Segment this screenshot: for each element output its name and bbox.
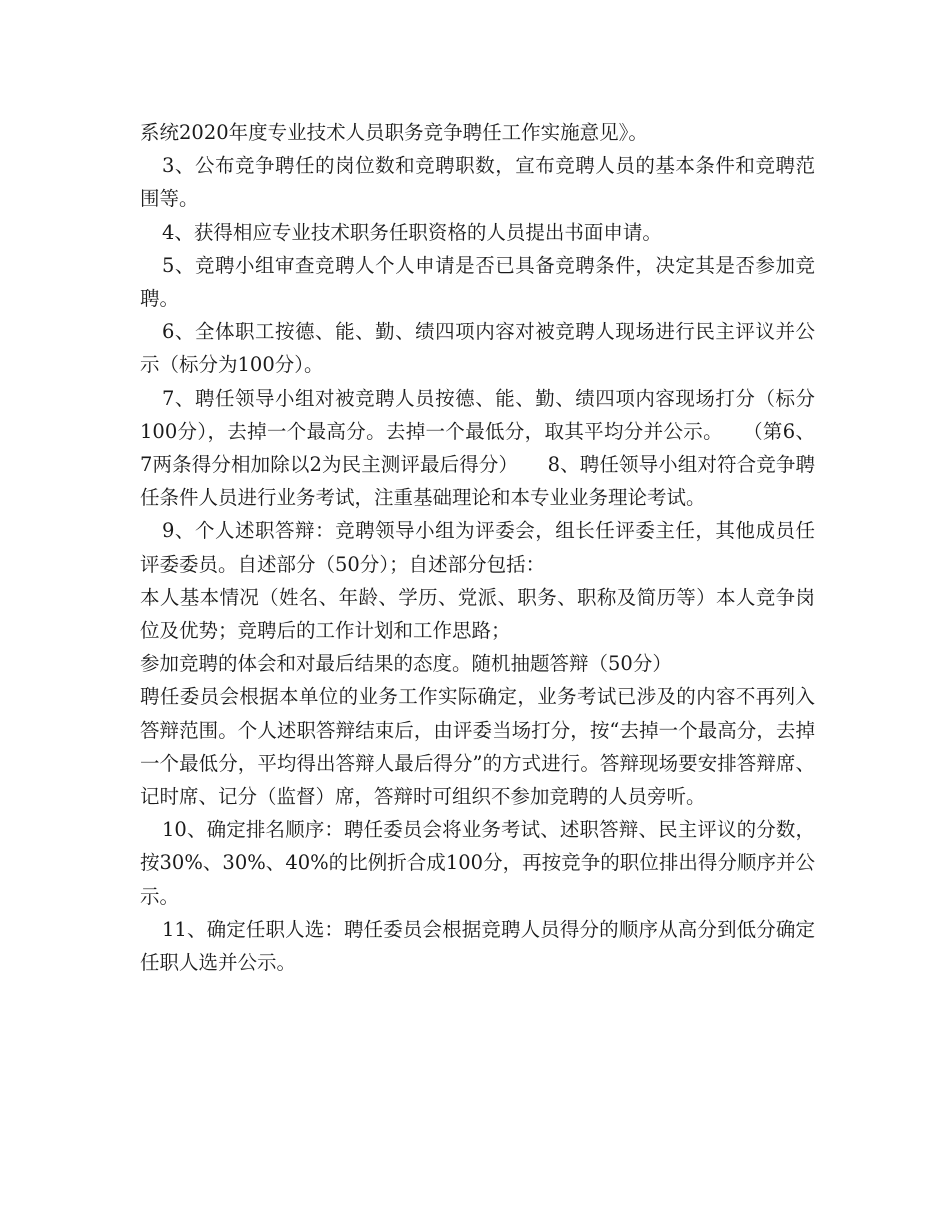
document-body bbox=[140, 116, 815, 979]
paragraph-step-9: 9、个人述职答辩：竞聘领导小组为评委会，组长任评委主任，其他成员任评委委员。自述部分（50分）；自述部分包括： bbox=[140, 519, 815, 576]
paragraph-step-5: 5、竞聘小组审查竞聘人个人申请是否已具备竞聘条件，决定其是否参加竞聘。 bbox=[140, 253, 815, 311]
paragraph-step-7-8: 7、聘任领导小组对被竞聘人员按德、能、勤、绩四项内容现场打分（标分100分），去掉一个最高分。去掉一个最低分，取其平均分并公示。 （第6、7两条得分相加除以2为民主测评最后得分） 8、聘任领导小组对符合竞争聘任条件人员进行业务考试，注重基础理论和本专业业务理论考试。 bbox=[140, 386, 815, 510]
paragraph-step-6: 6、全体职工按德、能、勤、绩四项内容对被竞聘人现场进行民主评议并公示（标分为100分）。 bbox=[140, 320, 815, 377]
paragraph-step-10: 10、确定排名顺序：聘任委员会将业务考试、述职答辩、民主评议的分数，按30%、30%、40%的比例折合成100分，再按竞争的职位排出得分顺序并公示。 bbox=[140, 818, 815, 908]
paragraph-random-questions: 参加竞聘的体会和对最后结果的态度。随机抽题答辩（50分） bbox=[140, 652, 672, 676]
paragraph-self-statement: 本人基本情况（姓名、年龄、学历、党派、职务、职称及简历等）本人竞争岗位及优势；竞聘后的工作计划和工作思路； bbox=[140, 585, 815, 643]
paragraph-step-3: 3、公布竞争聘任的岗位数和竞聘职数，宣布竞聘人员的基本条件和竞聘范围等。 bbox=[140, 154, 815, 211]
paragraph-step-4: 4、获得相应专业技术职务任职资格的人员提出书面申请。 bbox=[162, 220, 662, 244]
paragraph-intro-continued: 系统2020年度专业技术人员职务竞争聘任工作实施意见》。 bbox=[140, 121, 648, 144]
paragraph-step-11: 11、确定任职人选：聘任委员会根据竞聘人员得分的顺序从高分到低分确定任职人选并公示。 bbox=[140, 917, 815, 975]
paragraph-defense-rules: 聘任委员会根据本单位的业务工作实际确定，业务考试已涉及的内容不再列入答辩范围。个人述职答辩结束后，由评委当场打分，按“去掉一个最高分，去掉一个最低分，平均得出答辩人最后得分”的方式进行。答辩现场要安排答辩席、记时席、记分（监督）席，答辩时可组织不参加竞聘的人员旁听。 bbox=[140, 685, 815, 809]
